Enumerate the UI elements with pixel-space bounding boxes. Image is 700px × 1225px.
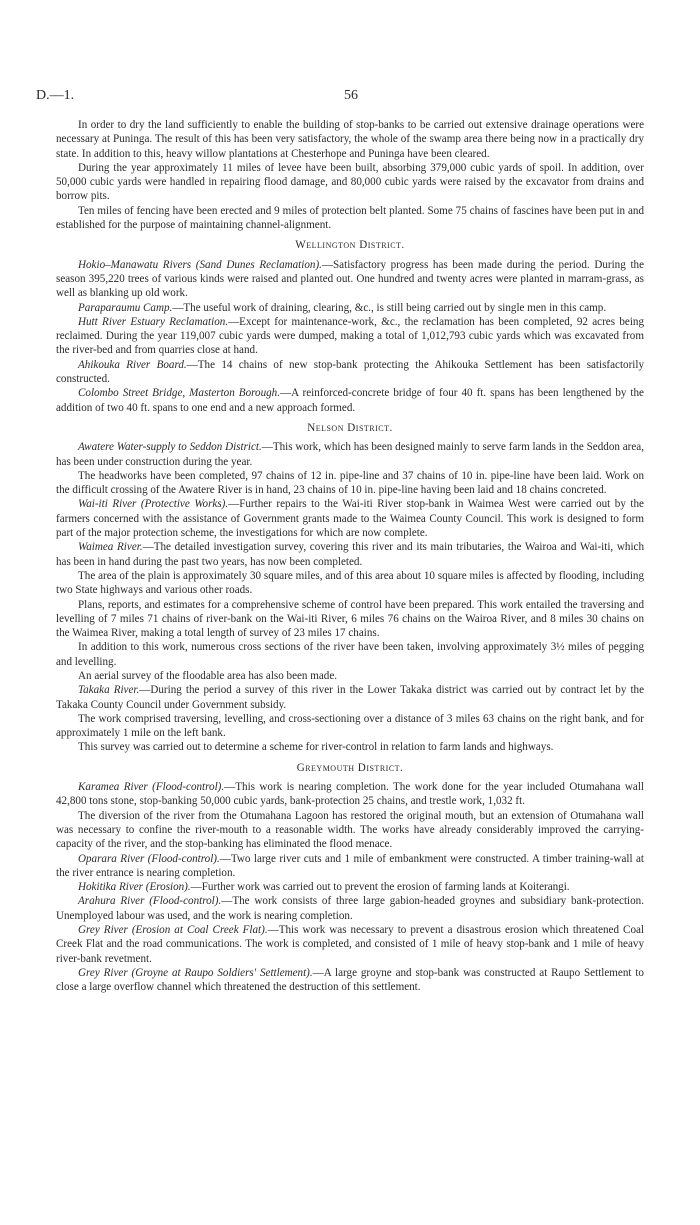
- paragraph-text: —Further work was carried out to prevent the erosion of farming lands at Koiterangi.: [190, 881, 570, 894]
- paragraph: [56, 923, 644, 966]
- section-heading: Nelson District.: [307, 421, 393, 434]
- paragraph: [56, 569, 644, 598]
- paragraph-text: Plans, reports, and estimates for a comprehensive scheme of control have been prepared. This work entailed the traversing and levelling of 7 miles 71 chains of river-bank on the Wai-iti River, 6 miles 76 chains on the Wairoa River, and 8 miles 30 chains on the Waimea River, making a total length of survey of 23 miles 17 chains.: [56, 598, 644, 640]
- paragraph: [56, 315, 644, 358]
- paragraph-text: —Except for maintenance-work, &c., the reclamation has been completed, 92 acres being reclaimed. During the year 119,007 cubic yards were dumped, making a total of 1,012,793 cubic yards which was excavated from the river-bed and from quarries close at hand.: [56, 315, 645, 357]
- paragraph-text: —The detailed investigation survey, covering this river and its main tributaries, the Wairoa and Wai-iti, which has been in hand during the past two years, has now been completed.: [56, 541, 644, 568]
- paragraph: [56, 880, 644, 894]
- paragraph-title: Takaka River.: [78, 684, 140, 697]
- paragraph: [56, 669, 644, 683]
- paragraph: [56, 598, 644, 641]
- paragraph: [56, 386, 644, 415]
- paragraph-text: —The work consists of three large gabion-headed groynes and subsidiary bank-protection. Unemployed labour was used, and the work is nearing completion.: [56, 895, 644, 922]
- paragraph-text: —Further repairs to the Wai-iti River stop-bank in Waimea West were carried out by the farmers concerned with the assistance of Government grants made to the Waimea County Council. This work is designed to form part of the major protection scheme, the investigations for which are now complete.: [56, 498, 644, 540]
- section-heading: Greymouth District.: [296, 761, 404, 774]
- paragraph-text: This survey was carried out to determine a scheme for river-control in relation to farm lands and highways.: [78, 741, 554, 754]
- paragraph-text: —This work, which has been designed mainly to serve farm lands in the Seddon area, has been under construction during the year.: [56, 441, 644, 468]
- paragraph-text: —A reinforced-concrete bridge of four 40 ft. spans has been lengthened by the addition of two 40 ft. spans to one end and a new approach formed.: [56, 387, 644, 414]
- paragraph-title: Hutt River Estuary Reclamation.: [78, 315, 229, 328]
- paragraph-title: Wai-iti River (Protective Works).: [78, 498, 229, 511]
- paragraph: [56, 540, 644, 569]
- page-number: 56: [344, 88, 358, 103]
- paragraph: [56, 852, 644, 881]
- paragraph: [56, 469, 644, 498]
- section-heading: Wellington District.: [295, 239, 405, 252]
- paragraph: [56, 894, 644, 923]
- paragraph-text: An aerial survey of the floodable area has also been made.: [78, 669, 338, 682]
- paragraph-text: The work comprised traversing, levelling, and cross-sectioning over a distance of 3 miles 63 chains on the right bank, and for approximately 1 mile on the left bank.: [56, 712, 644, 740]
- paragraph-title: Hokio–Manawatu Rivers (Sand Dunes Reclamation).: [78, 258, 322, 271]
- paragraph-title: Paraparaumu Camp.: [78, 301, 173, 314]
- paragraph: [56, 712, 644, 741]
- paragraph-title: Waimea River.: [78, 541, 143, 554]
- paragraph-text: The diversion of the river from the Otumahana Lagoon has restored the original mouth, but an extension of Otumahana wall was necessary to confine the river-mouth to a reasonable width. The works have already considerably improved the carrying-capacity of the river, and the stop-banking has eliminated the flood menace.: [56, 809, 644, 851]
- paragraph: [56, 780, 644, 809]
- paragraph: [56, 497, 644, 540]
- paragraph-text: —The useful work of draining, clearing, &c., is still being carried out by single men in this camp.: [172, 301, 607, 314]
- page-header: [36, 88, 666, 108]
- paragraph: [56, 966, 644, 995]
- paragraph-text: —During the period a survey of this river in the Lower Takaka district was carried out by contract let by the Takaka County Council under Government subsidy.: [56, 684, 645, 711]
- paragraph: [56, 440, 644, 469]
- paragraph-title: Grey River (Erosion at Coal Creek Flat).: [78, 924, 268, 937]
- paragraph-title: Grey River (Groyne at Raupo Soldiers' Settlement).: [78, 966, 313, 979]
- paragraph: In order to dry the land sufficiently to enable the building of stop-banks to be carried out extensive drainage operations were necessary at Puninga. The result of this has been very satisfactory, the whole of the swamp area there being now in a practically dry state. In addition to this, heavy willow plantations at Chesterhope and Puninga have been cleared.: [56, 119, 644, 160]
- paragraph: [56, 809, 644, 852]
- paragraph-text: —Satisfactory progress has been made during the period. During the season 395,220 trees of various kinds were raised and planted out. One hundred and twenty acres were planted in marram-grass, as well as blanking up old work.: [56, 258, 644, 300]
- paragraph-title: Colombo Street Bridge, Masterton Borough.: [78, 387, 280, 400]
- paragraph: [56, 358, 644, 387]
- paragraph: During the year approximately 11 miles of levee have been built, absorbing 379,000 cubic yards of spoil. In addition, over 50,000 cubic yards were handled in repairing flood damage, and 80,000 cubic yards were raised by the excavator from drains and borrow pits.: [56, 161, 644, 203]
- document-body: [56, 118, 644, 995]
- paragraph: [56, 301, 644, 315]
- paragraph-text: —The 14 chains of new stop-bank protecting the Ahikouka Settlement has been satisfactorily constructed.: [56, 358, 644, 386]
- paragraph-text: —This work is nearing completion. The work done for the year included Otumahana wall 42,800 tons stone, stop-banking 50,000 cubic yards, bank-protection 25 chains, and trestle work, 1,032 ft.: [56, 781, 644, 808]
- paragraph-text: The area of the plain is approximately 30 square miles, and of this area about 10 square miles is affected by flooding, including two State highways and various other roads.: [56, 569, 644, 597]
- paragraph: [56, 683, 644, 712]
- paragraph-text: The headworks have been completed, 97 chains of 12 in. pipe-line and 37 chains of 10 in. pipe-line have been laid. Work on the difficult crossing of the Awatere River is in hand, 23 chains of 10 in. pipe-line having been laid and 18 chains concreted.: [56, 469, 644, 497]
- paragraph-title: Awatere Water-supply to Seddon District.: [78, 441, 262, 454]
- paragraph: [56, 640, 644, 669]
- paragraph-title: Ahikouka River Board.: [78, 358, 187, 371]
- paragraph-title: Karamea River (Flood-control).: [78, 781, 225, 794]
- paragraph-text: —This work was necessary to prevent a disastrous erosion which threatened Coal Creek Flat and the road communications. The work is completed, and consisted of 1 mile of heavy stop-bank and 1 mile of heavy river-bank revetment.: [56, 924, 644, 965]
- paragraph-text: —Two large river cuts and 1 mile of embankment were constructed. A timber training-wall at the river entrance is nearing completion.: [56, 852, 644, 879]
- paragraph-text: In addition to this work, numerous cross sections of the river have been taken, involving approximately 3½ miles of pegging and levelling.: [56, 641, 644, 668]
- paragraph-title: Arahura River (Flood-control).: [78, 895, 222, 908]
- paragraph: Ten miles of fencing have been erected and 9 miles of protection belt planted. Some 75 chains of fascines have been put in and established for the purpose of maintaining channel-alignment.: [56, 204, 644, 232]
- paragraph-title: Hokitika River (Erosion).: [78, 881, 191, 894]
- document-reference: D.—1.: [36, 88, 75, 103]
- paragraph-title: Oparara River (Flood-control).: [78, 852, 220, 865]
- paragraph-text: —A large groyne and stop-bank was constructed at Raupo Settlement to close a large overflow channel which threatened the destruction of this settlement.: [56, 966, 644, 994]
- paragraph: [56, 258, 644, 301]
- paragraph: [56, 740, 644, 754]
